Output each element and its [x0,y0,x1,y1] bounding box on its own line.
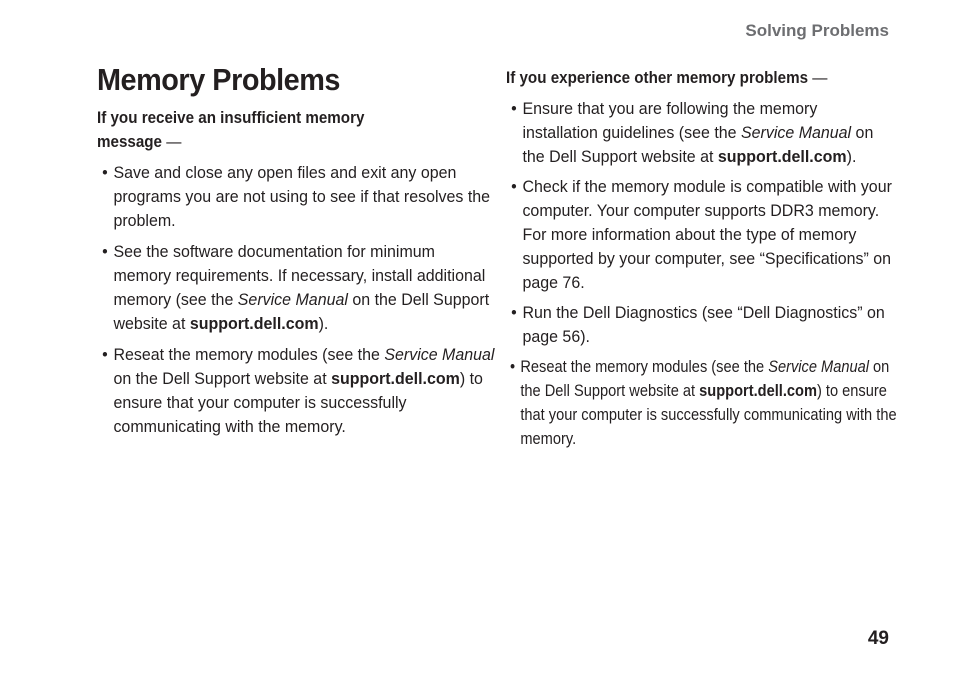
support-link[interactable]: support.dell.com [189,314,319,333]
item-text: ). [846,147,857,166]
list-item [498,301,897,349]
list-item [89,343,496,439]
right-list [498,97,897,451]
left-lead [97,106,391,154]
support-link[interactable]: support.dell.com [331,369,460,388]
item-text: on the Dell Support website at [113,369,332,388]
list-item [498,97,897,169]
item-text: Check if the memory module is compatible with your computer. Your computer supports DDR3 memory. For more information about the type of memory supported by your computer, see “Specifications” on page 76. [522,177,892,292]
page-title: Memory Problems [97,62,340,97]
item-text: Ensure that you are following the memory installation guidelines (see the [522,99,818,142]
left-lead-text: If you receive an insufficient memory message [97,109,365,151]
right-lead-text: If you experience other memory problems [506,69,809,87]
support-link[interactable]: support.dell.com [717,147,847,166]
left-lead-dash: — [166,133,182,151]
right-lead-dash: — [812,69,828,87]
list-item [498,175,897,295]
left-list [89,161,495,439]
item-text: Reseat the memory modules (see the [520,357,769,376]
list-item [89,161,496,233]
manual-title: Service Manual [768,357,869,376]
item-text: ). [318,314,329,333]
manual-title: Service Manual [384,345,495,364]
item-text: on the Dell Support website at [520,357,890,400]
manual-title: Service Manual [740,123,852,142]
item-text: Reseat the memory modules (see the [113,345,385,364]
support-link[interactable]: support.dell.com [699,381,817,400]
item-text: Run the Dell Diagnostics (see “Dell Diagnostics” on page 56). [522,303,885,346]
item-text: ) to ensure that your computer is successfully communicating with the memory. [113,369,483,436]
right-lead [506,66,856,90]
running-header: Solving Problems [745,21,889,40]
page-number: 49 [867,628,889,649]
item-text: See the software documentation for minimum memory requirements. If necessary, install additional memory (see the [113,242,486,309]
list-item [89,240,496,336]
item-text: Save and close any open files and exit any open programs you are not using to see if that resolves the problem. [113,163,491,230]
item-text: on the Dell Support website at [522,123,874,166]
manual-title: Service Manual [237,290,348,309]
item-text: on the Dell Support website at [113,290,490,333]
item-text: ) to ensure that your computer is successfully communicating with the memory. [520,381,897,448]
list-item [498,355,899,451]
